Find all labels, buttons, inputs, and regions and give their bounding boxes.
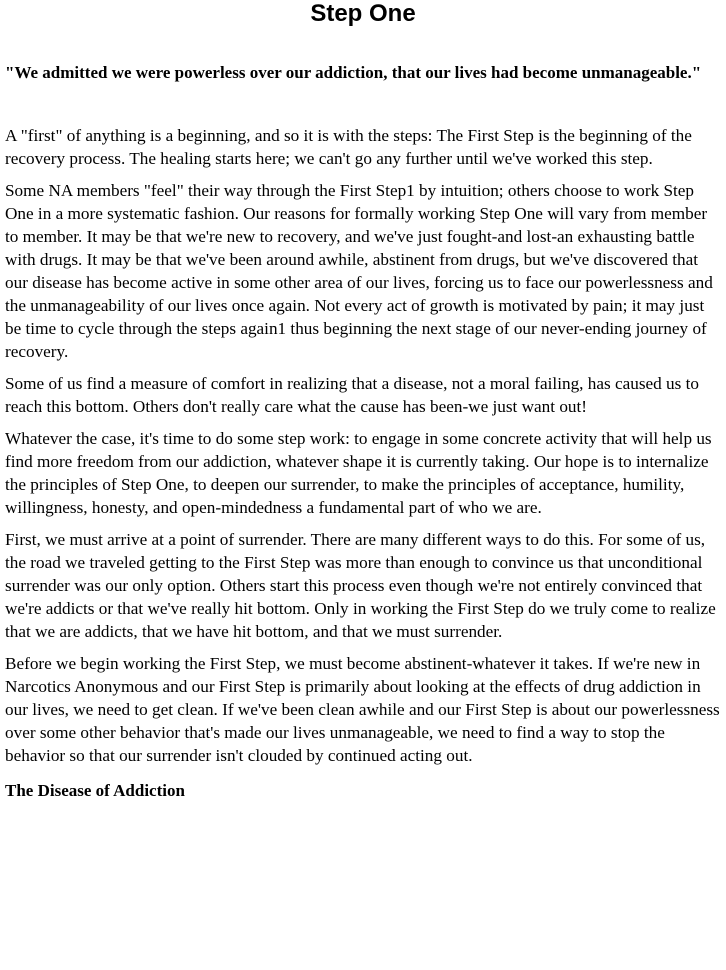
paragraph-6: Before we begin working the First Step, we must become abstinent-whatever it takes. If we're new in Narcotics Anonymous and our First Step is primarily about looking at the effects of drug addiction in our lives, we need to get clean. If we've been clean awhile and our First Step is about our powerlessness over some other behavior that's made our lives unmanageable, we need to find a way to stop the behavior so that our surrender isn't clouded by continued acting out. — [5, 654, 720, 765]
paragraph-3: Some of us find a measure of comfort in realizing that a disease, not a moral failing, has caused us to reach this bottom. Others don't really care what the cause has been-we just want out! — [5, 374, 699, 416]
document-page — [5, 0, 721, 802]
step-quote: "We admitted we were powerless over our addiction, that our lives had become unmanageable." — [5, 63, 702, 82]
page-title: Step One — [310, 0, 416, 27]
paragraph-2: Some NA members "feel" their way through the First Step1 by intuition; others choose to work Step One in a more systematic fashion. Our reasons for formally working Step One will vary from member to member. It may be that we're new to recovery, and we've just fought-and lost-an exhausting battle with drugs. It may be that we've been around awhile, abstinent from drugs, but we've discovered that our disease has become active in some other area of our lives, forcing us to face our powerlessness and the unmanageability of our lives once again. Not every act of growth is motivated by pain; it may just be time to cycle through the steps again1 thus beginning the next stage of our never-ending journey of recovery. — [5, 181, 713, 361]
section-heading: The Disease of Addiction — [5, 781, 185, 800]
paragraph-1: A "first" of anything is a beginning, and so it is with the steps: The First Step is the beginning of the recovery process. The healing starts here; we can't go any further until we've worked this step. — [5, 126, 692, 168]
paragraph-5: First, we must arrive at a point of surrender. There are many different ways to do this. For some of us, the road we traveled getting to the First Step was more than enough to convince us that unconditional surrender was our only option. Others start this process even though we're not entirely convinced that we're addicts or that we've really hit bottom. Only in working the First Step do we truly come to realize that we are addicts, that we have hit bottom, and that we must surrender. — [5, 530, 716, 641]
paragraph-4: Whatever the case, it's time to do some step work: to engage in some concrete activity that will help us find more freedom from our addiction, whatever shape it is currently taking. Our hope is to internalize the principles of Step One, to deepen our surrender, to make the principles of acceptance, humility, willingness, honesty, and open-mindedness a fundamental part of who we are. — [5, 429, 712, 517]
